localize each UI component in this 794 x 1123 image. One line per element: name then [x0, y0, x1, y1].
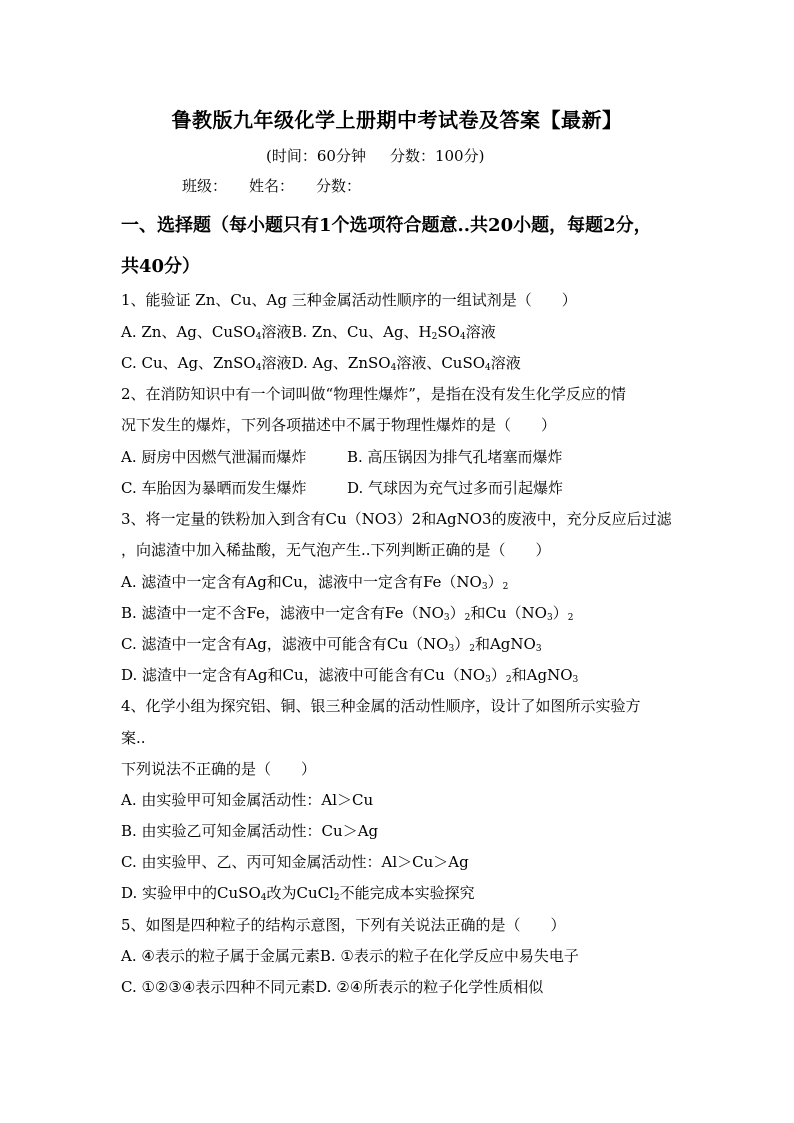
question-3-option-d: D. 滤渣中一定含有Ag和Cu，滤液中可能含有$Cu(NO_3)_2$和AgNO$_3$: [121, 666, 579, 685]
question-1-option-cd: C. Cu、Ag、ZnSO$_4$溶液D. Ag、ZnSO$_4$溶液、CuSO$_4$溶液: [121, 354, 521, 373]
question-4-option-d: D. 实验甲中的CuSO$_4$改为CuCl$_2$不能完成本实验探究: [121, 884, 475, 903]
name-label: 姓名：: [249, 177, 295, 195]
question-2-option-ab: A. 厨房中因燃气泄漏而爆炸 B. 高压锅因为排气孔堵塞而爆炸: [121, 448, 563, 466]
question-3-option-a: A. 滤渣中一定含有Ag和Cu，滤液中一定含有$Fe(NO_3)_2$: [121, 573, 509, 592]
question-4-option-b: B. 由实验乙可知金属活动性：Cu＞Ag: [121, 822, 379, 840]
exam-time: (时间：60分钟: [266, 147, 366, 165]
student-info: [182, 175, 383, 196]
question-3-stem: 3、将一定量的铁粉加入到含有Cu（NO3）2和AgNO3的废液中，充分反应后过滤: [121, 510, 672, 528]
question-5-option-cd: C. ①②③④表示四种不同元素D. ②④所表示的粒子化学性质相似: [121, 978, 544, 996]
question-3-option-b: B. 滤渣中一定不含Fe，滤液中一定含有$Fe(NO_3)_2$和$Cu(NO_3)_2$: [121, 604, 574, 623]
page-title: 鲁教版九年级化学上册期中考试卷及答案【最新】: [171, 108, 623, 132]
question-5-stem: 5、如图是四种粒子的结构示意图，下列有关说法正确的是（ ）: [121, 916, 566, 934]
question-1-stem: 1、能验证 Zn、Cu、Ag 三种金属活动性顺序的一组试剂是（ ）: [121, 291, 577, 309]
exam-meta: [266, 145, 484, 166]
question-2-stem: 2、在消防知识中有一个词叫做“物理性爆炸”，是指在没有发生化学反应的情: [121, 385, 626, 403]
question-3-option-c: C. 滤渣中一定含有Ag，滤液中可能含有$Cu(NO_3)_2$和AgNO$_3$: [121, 635, 542, 654]
question-5-option-ab: A. ④表示的粒子属于金属元素B. ①表示的粒子在化学反应中易失电子: [121, 947, 579, 965]
question-4-stem: 4、化学小组为探究铝、铜、银三种金属的活动性顺序，设计了如图所示实验方: [121, 697, 641, 715]
question-2-option-cd: C. 车胎因为暴晒而发生爆炸 D. 气球因为充气过多而引起爆炸: [121, 479, 564, 497]
question-4-stem-cont: 案..: [121, 729, 146, 747]
question-1-option-ab: A. Zn、Ag、CuSO$_4$溶液B. Zn、Cu、Ag、$H_2SO_4$溶液: [121, 323, 496, 342]
question-2-stem-cont: 况下发生的爆炸，下列各项描述中不属于物理性爆炸的是（ ）: [121, 416, 557, 434]
question-4-prompt: 下列说法不正确的是（ ）: [121, 760, 317, 778]
section-heading-cont: 共40分）: [121, 256, 201, 277]
section-heading: 一、选择题（每小题只有1个选项符合题意..共20小题，每题2分，: [121, 215, 652, 236]
exam-score: 分数：100分): [389, 147, 485, 165]
question-3-stem-cont: ，向滤渣中加入稀盐酸，无气泡产生..下列判断正确的是（ ）: [121, 541, 551, 559]
score-label: 分数：: [316, 177, 362, 195]
question-4-option-a: A. 由实验甲可知金属活动性：Al＞Cu: [121, 791, 374, 809]
question-4-option-c: C. 由实验甲、乙、丙可知金属活动性：Al＞Cu＞Ag: [121, 853, 469, 871]
class-label: 班级：: [182, 177, 228, 195]
